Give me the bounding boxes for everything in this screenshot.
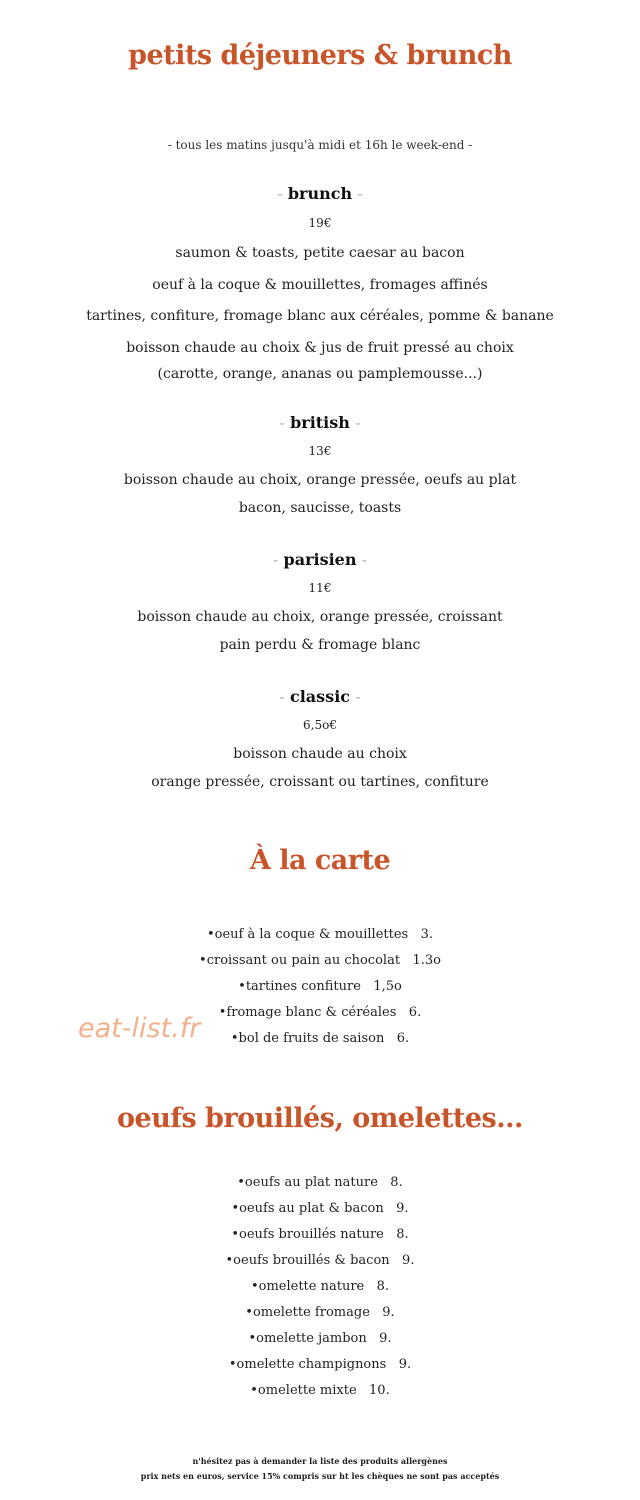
footer-prices: prix nets en euros, service 15% compris sur ht les chèques ne sont pas acceptés (140, 1471, 500, 1481)
oeufs-item: •oeufs brouillés & bacon 9. (225, 1253, 415, 1268)
oeufs-item: •omelette fromage 9. (245, 1305, 395, 1320)
oeufs-item: •oeufs au plat nature 8. (237, 1175, 403, 1190)
menu-line: (carotte, orange, ananas ou pamplemousse...) (157, 366, 483, 382)
menu-line: tartines, confiture, fromage blanc aux céréales, pomme & banane (86, 308, 554, 324)
menu-heading-parisien: - parisien - (273, 550, 367, 569)
menu-line: boisson chaude au choix (233, 746, 407, 762)
carte-item: •tartines confiture 1,5o (238, 979, 402, 994)
menu-heading-brunch: - brunch - (277, 184, 363, 203)
menu-name: parisien (283, 550, 357, 569)
menu-price-brunch: 19€ (308, 216, 332, 230)
menu-line: bacon, saucisse, toasts (238, 500, 402, 516)
oeufs-item: •omelette nature 8. (250, 1279, 390, 1294)
menu-name: classic (289, 687, 351, 706)
oeufs-item: •omelette jambon 9. (248, 1331, 392, 1346)
carte-item: •fromage blanc & céréales 6. (218, 1005, 422, 1020)
menu-line: boisson chaude au choix & jus de fruit pressé au choix (126, 340, 514, 356)
menu-line: oeuf à la coque & mouillettes, fromages affinés (152, 277, 488, 293)
menu-line: saumon & toasts, petite caesar au bacon (175, 245, 465, 261)
page-title: petits déjeuners & brunch (128, 40, 512, 71)
carte-item: •oeuf à la coque & mouillettes 3. (206, 927, 434, 942)
menu-heading-british: - british - (279, 413, 361, 432)
menu-line: pain perdu & fromage blanc (219, 637, 421, 653)
page-subtitle: - tous les matins jusqu'à midi et 16h le week-end - (167, 138, 473, 152)
menu-line: orange pressée, croissant ou tartines, confiture (151, 774, 489, 790)
watermark: eat-list.fr (78, 1013, 201, 1044)
menu-name: brunch (287, 184, 353, 203)
footer-allergens: n'hésitez pas à demander la liste des produits allergènes (192, 1456, 448, 1466)
oeufs-item: •omelette champignons 9. (228, 1357, 412, 1372)
menu-line: boisson chaude au choix, orange pressée, croissant (137, 609, 503, 625)
carte-item: •croissant ou pain au chocolat 1.3o (199, 953, 441, 968)
menu-price-classic: 6,5o€ (303, 718, 337, 732)
carte-item: •bol de fruits de saison 6. (230, 1031, 410, 1046)
oeufs-item: •oeufs brouillés nature 8. (231, 1227, 409, 1242)
oeufs-item: •omelette mixte 10. (250, 1383, 390, 1398)
menu-heading-classic: - classic - (279, 687, 361, 706)
menu-name: british (290, 413, 350, 432)
menu-price-british: 13€ (308, 444, 332, 458)
menu-price-parisien: 11€ (308, 581, 332, 595)
menu-line: boisson chaude au choix, orange pressée, oeufs au plat (123, 472, 517, 488)
oeufs-item: •oeufs au plat & bacon 9. (231, 1201, 409, 1216)
oeufs-title: oeufs brouillés, omelettes... (117, 1103, 523, 1134)
carte-title: À la carte (249, 845, 391, 876)
